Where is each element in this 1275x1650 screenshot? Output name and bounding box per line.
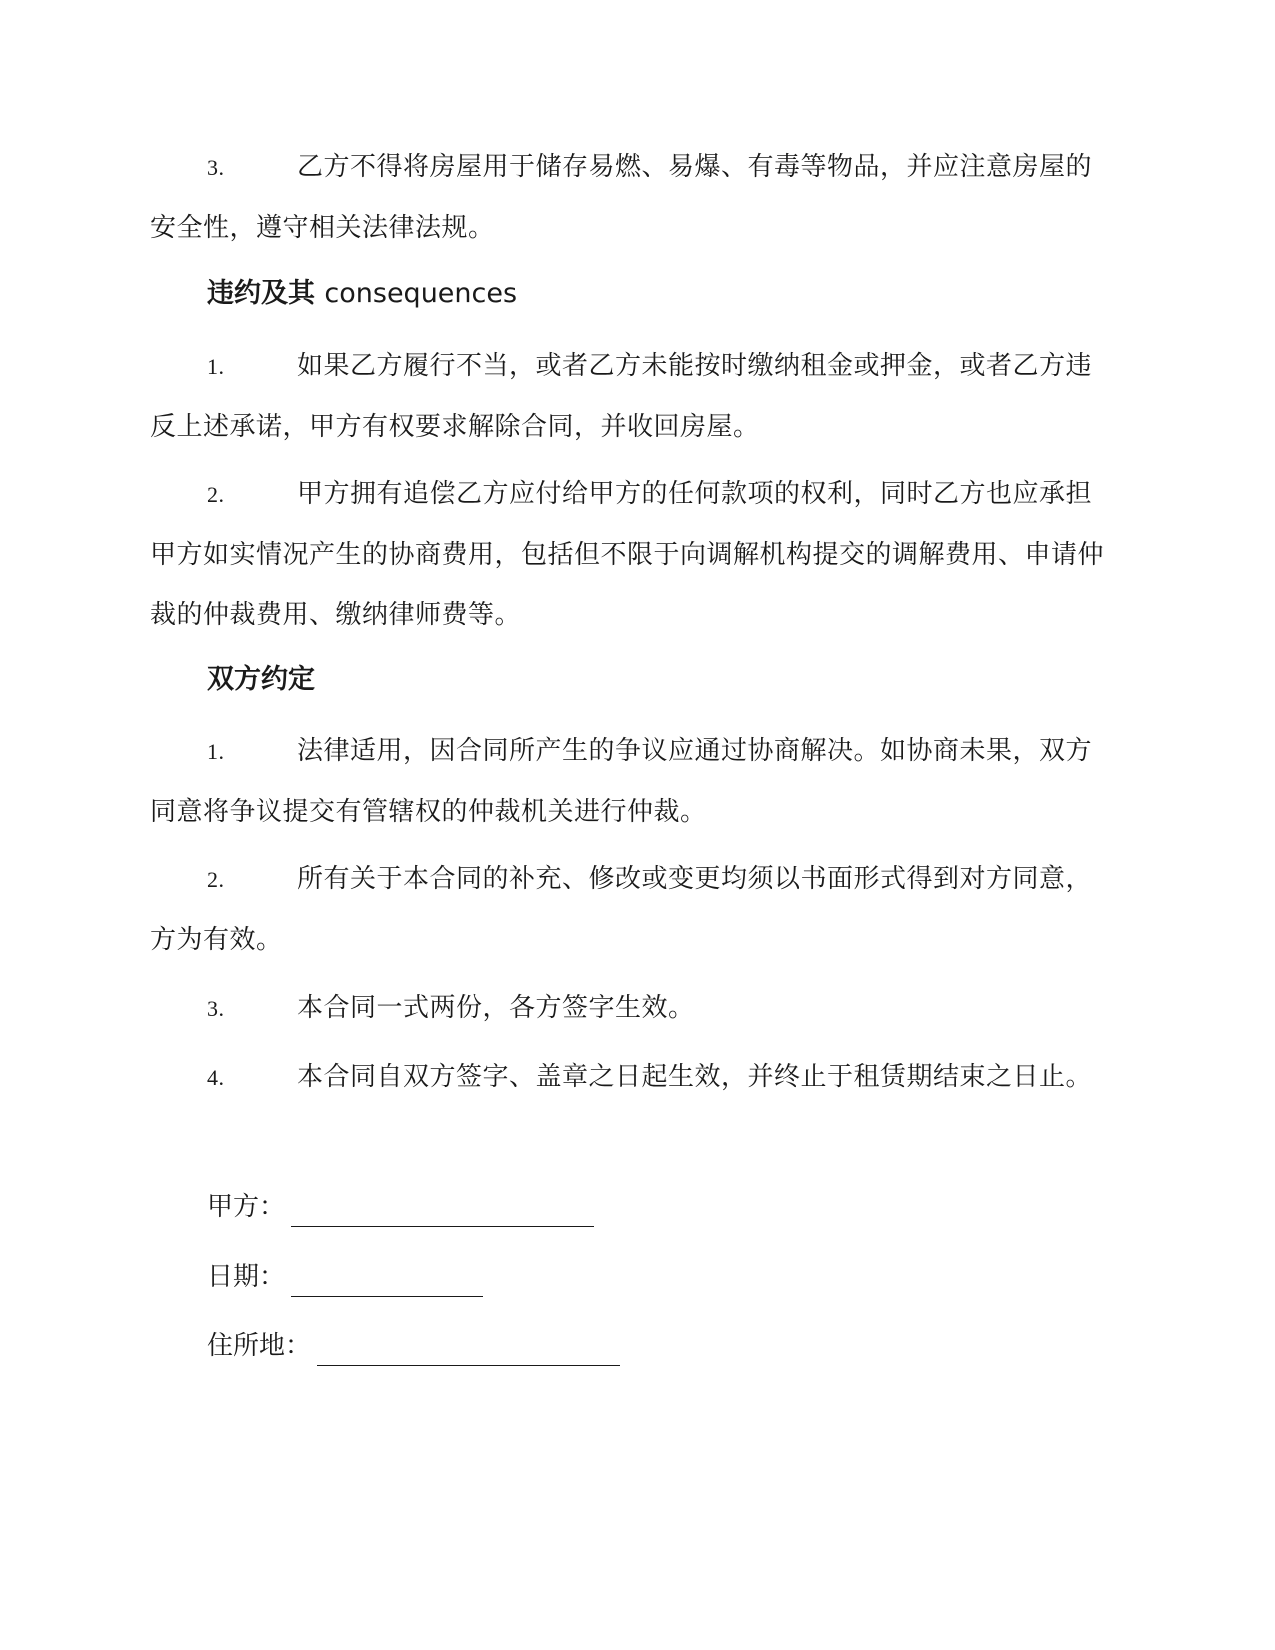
clause-text: 本合同一式两份，各方签字生效。: [297, 993, 695, 1023]
clause-text: 甲方拥有追偿乙方应付给甲方的任何款项的权利，同时乙方也应承担甲方如实情况产生的协商费用，包括但不限于向调解机构提交的调解费用、申请仲裁的仲裁费用、缴纳律师费等。: [150, 479, 1105, 630]
clause-breach-recovery: [150, 464, 1110, 645]
clause-use-restriction: [150, 137, 1110, 258]
address-blank-line[interactable]: [317, 1339, 620, 1366]
clause-number: 2.: [207, 867, 225, 892]
clause-breach-termination: [150, 336, 1110, 457]
signature-address: [207, 1326, 620, 1366]
clause-text: 法律适用，因合同所产生的争议应通过协商解决。如协商未果，双方同意将争议提交有管辖权的仲裁机关进行仲裁。: [150, 736, 1093, 827]
clause-copies: [150, 978, 1110, 1039]
signature-party-a: [207, 1187, 594, 1227]
signature-label: 住所地：: [207, 1331, 312, 1361]
signature-label: 甲方：: [207, 1192, 286, 1222]
clause-text: 所有关于本合同的补充、修改或变更均须以书面形式得到对方同意，方为有效。: [150, 864, 1093, 955]
clause-amendments: [150, 849, 1110, 970]
clause-text: 本合同自双方签字、盖章之日起生效，并终止于租赁期结束之日止。: [297, 1062, 1093, 1092]
clause-number: 3.: [207, 996, 225, 1021]
section-heading-agreement: 双方约定: [207, 664, 315, 695]
signature-date: [207, 1257, 483, 1297]
clause-number: 1.: [207, 354, 225, 379]
signature-label: 日期：: [207, 1262, 286, 1292]
heading-text-cn: 违约及其: [207, 278, 315, 309]
clause-governing-law: [150, 721, 1110, 842]
clause-number: 3.: [207, 155, 225, 180]
clause-number: 2.: [207, 482, 225, 507]
signature-blank-line[interactable]: [291, 1200, 594, 1227]
heading-text-en: consequences: [324, 278, 518, 309]
clause-text: 乙方不得将房屋用于储存易燃、易爆、有毒等物品，并应注意房屋的安全性，遵守相关法律法规。: [150, 152, 1093, 243]
clause-effective-date: [150, 1047, 1110, 1108]
clause-number: 4.: [207, 1065, 225, 1090]
section-heading-breach: [207, 274, 517, 314]
date-blank-line[interactable]: [291, 1270, 483, 1297]
clause-text: 如果乙方履行不当，或者乙方未能按时缴纳租金或押金，或者乙方违反上述承诺，甲方有权要求解除合同，并收回房屋。: [150, 351, 1093, 442]
clause-number: 1.: [207, 739, 225, 764]
